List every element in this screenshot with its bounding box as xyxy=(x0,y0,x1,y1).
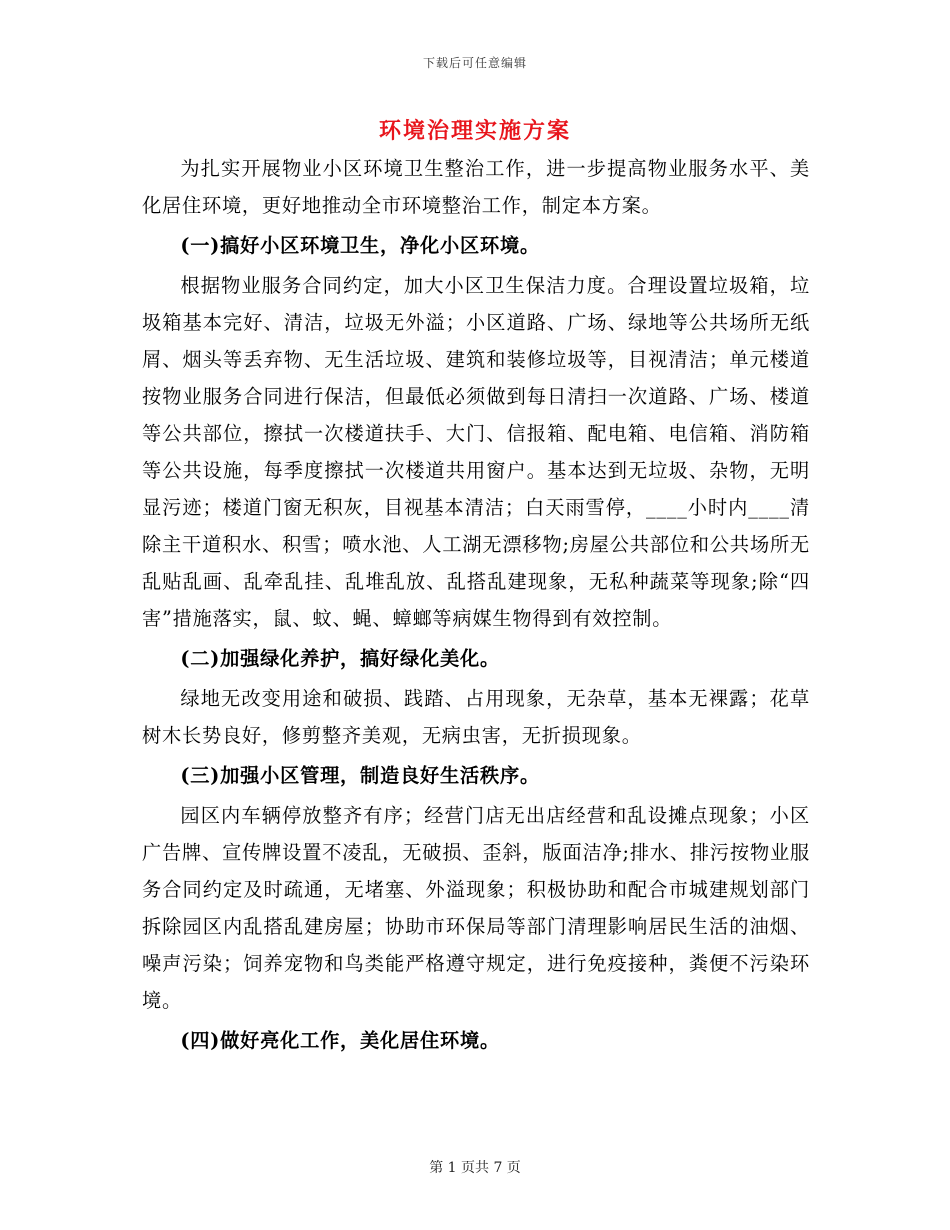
section-body-2: 绿地无改变用途和破损、践踏、占用现象，无杂草，基本无裸露；花草树木长势良好，修剪整齐美观，无病虫害，无折损现象。 xyxy=(142,687,810,747)
document-title: 环境治理实施方案 xyxy=(378,118,571,144)
section-heading-2: (二)加强绿化养护，搞好绿化美化。 xyxy=(180,647,500,670)
section-heading-1: (一)搞好小区环境卫生，净化小区环境。 xyxy=(180,234,540,257)
section-heading-4: (四)做好亮化工作，美化居住环境。 xyxy=(180,1029,500,1052)
document-body xyxy=(142,150,810,1062)
page-number-footer: 第 1 页共 7 页 xyxy=(429,1160,521,1176)
section-body-1: 根据物业服务合同约定，加大小区卫生保洁力度。合理设置垃圾箱，垃圾箱基本完好、清洁，垃圾无外溢；小区道路、广场、绿地等公共场所无纸屑、烟头等丢弃物、无生活垃圾、建筑和装修垃圾等，目视清洁；单元楼道按物业服务合同进行保洁，但最低必须做到每日清扫一次道路、广场、楼道等公共部位，擦拭一次楼道扶手、大门、信报箱、配电箱、电信箱、消防箱等公共设施，每季度擦拭一次楼道共用窗户。基本达到无垃圾、杂物，无明显污迹；楼道门窗无积灰，目视基本清洁；白天雨雪停，____小时内____清除主干道积水、积雪；喷水池、人工湖无漂移物;房屋公共部位和公共场所无乱贴乱画、乱牵乱挂、乱堆乱放、乱搭乱建现象，无私种蔬菜等现象;除“四害”措施落实，鼠、蚊、蝇、蟑螂等病媒生物得到有效控制。 xyxy=(142,274,810,630)
intro-paragraph: 为扎实开展物业小区环境卫生整治工作，进一步提高物业服务水平、美化居住环境，更好地推动全市环境整治工作，制定本方案。 xyxy=(142,157,810,217)
page-header-note: 下载后可任意编辑 xyxy=(422,56,527,70)
section-heading-3: (三)加强小区管理，制造良好生活秩序。 xyxy=(180,764,540,787)
section-body-3: 园区内车辆停放整齐有序；经营门店无出店经营和乱设摊点现象；小区广告牌、宣传牌设置不凌乱，无破损、歪斜，版面洁净;排水、排污按物业服务合同约定及时疏通，无堵塞、外溢现象；积极协助和配合市城建规划部门拆除园区内乱搭乱建房屋；协助市环保局等部门清理影响居民生活的油烟、噪声污染；饲养宠物和鸟类能严格遵守规定，进行免疫接种，粪便不污染环境。 xyxy=(142,804,810,1012)
